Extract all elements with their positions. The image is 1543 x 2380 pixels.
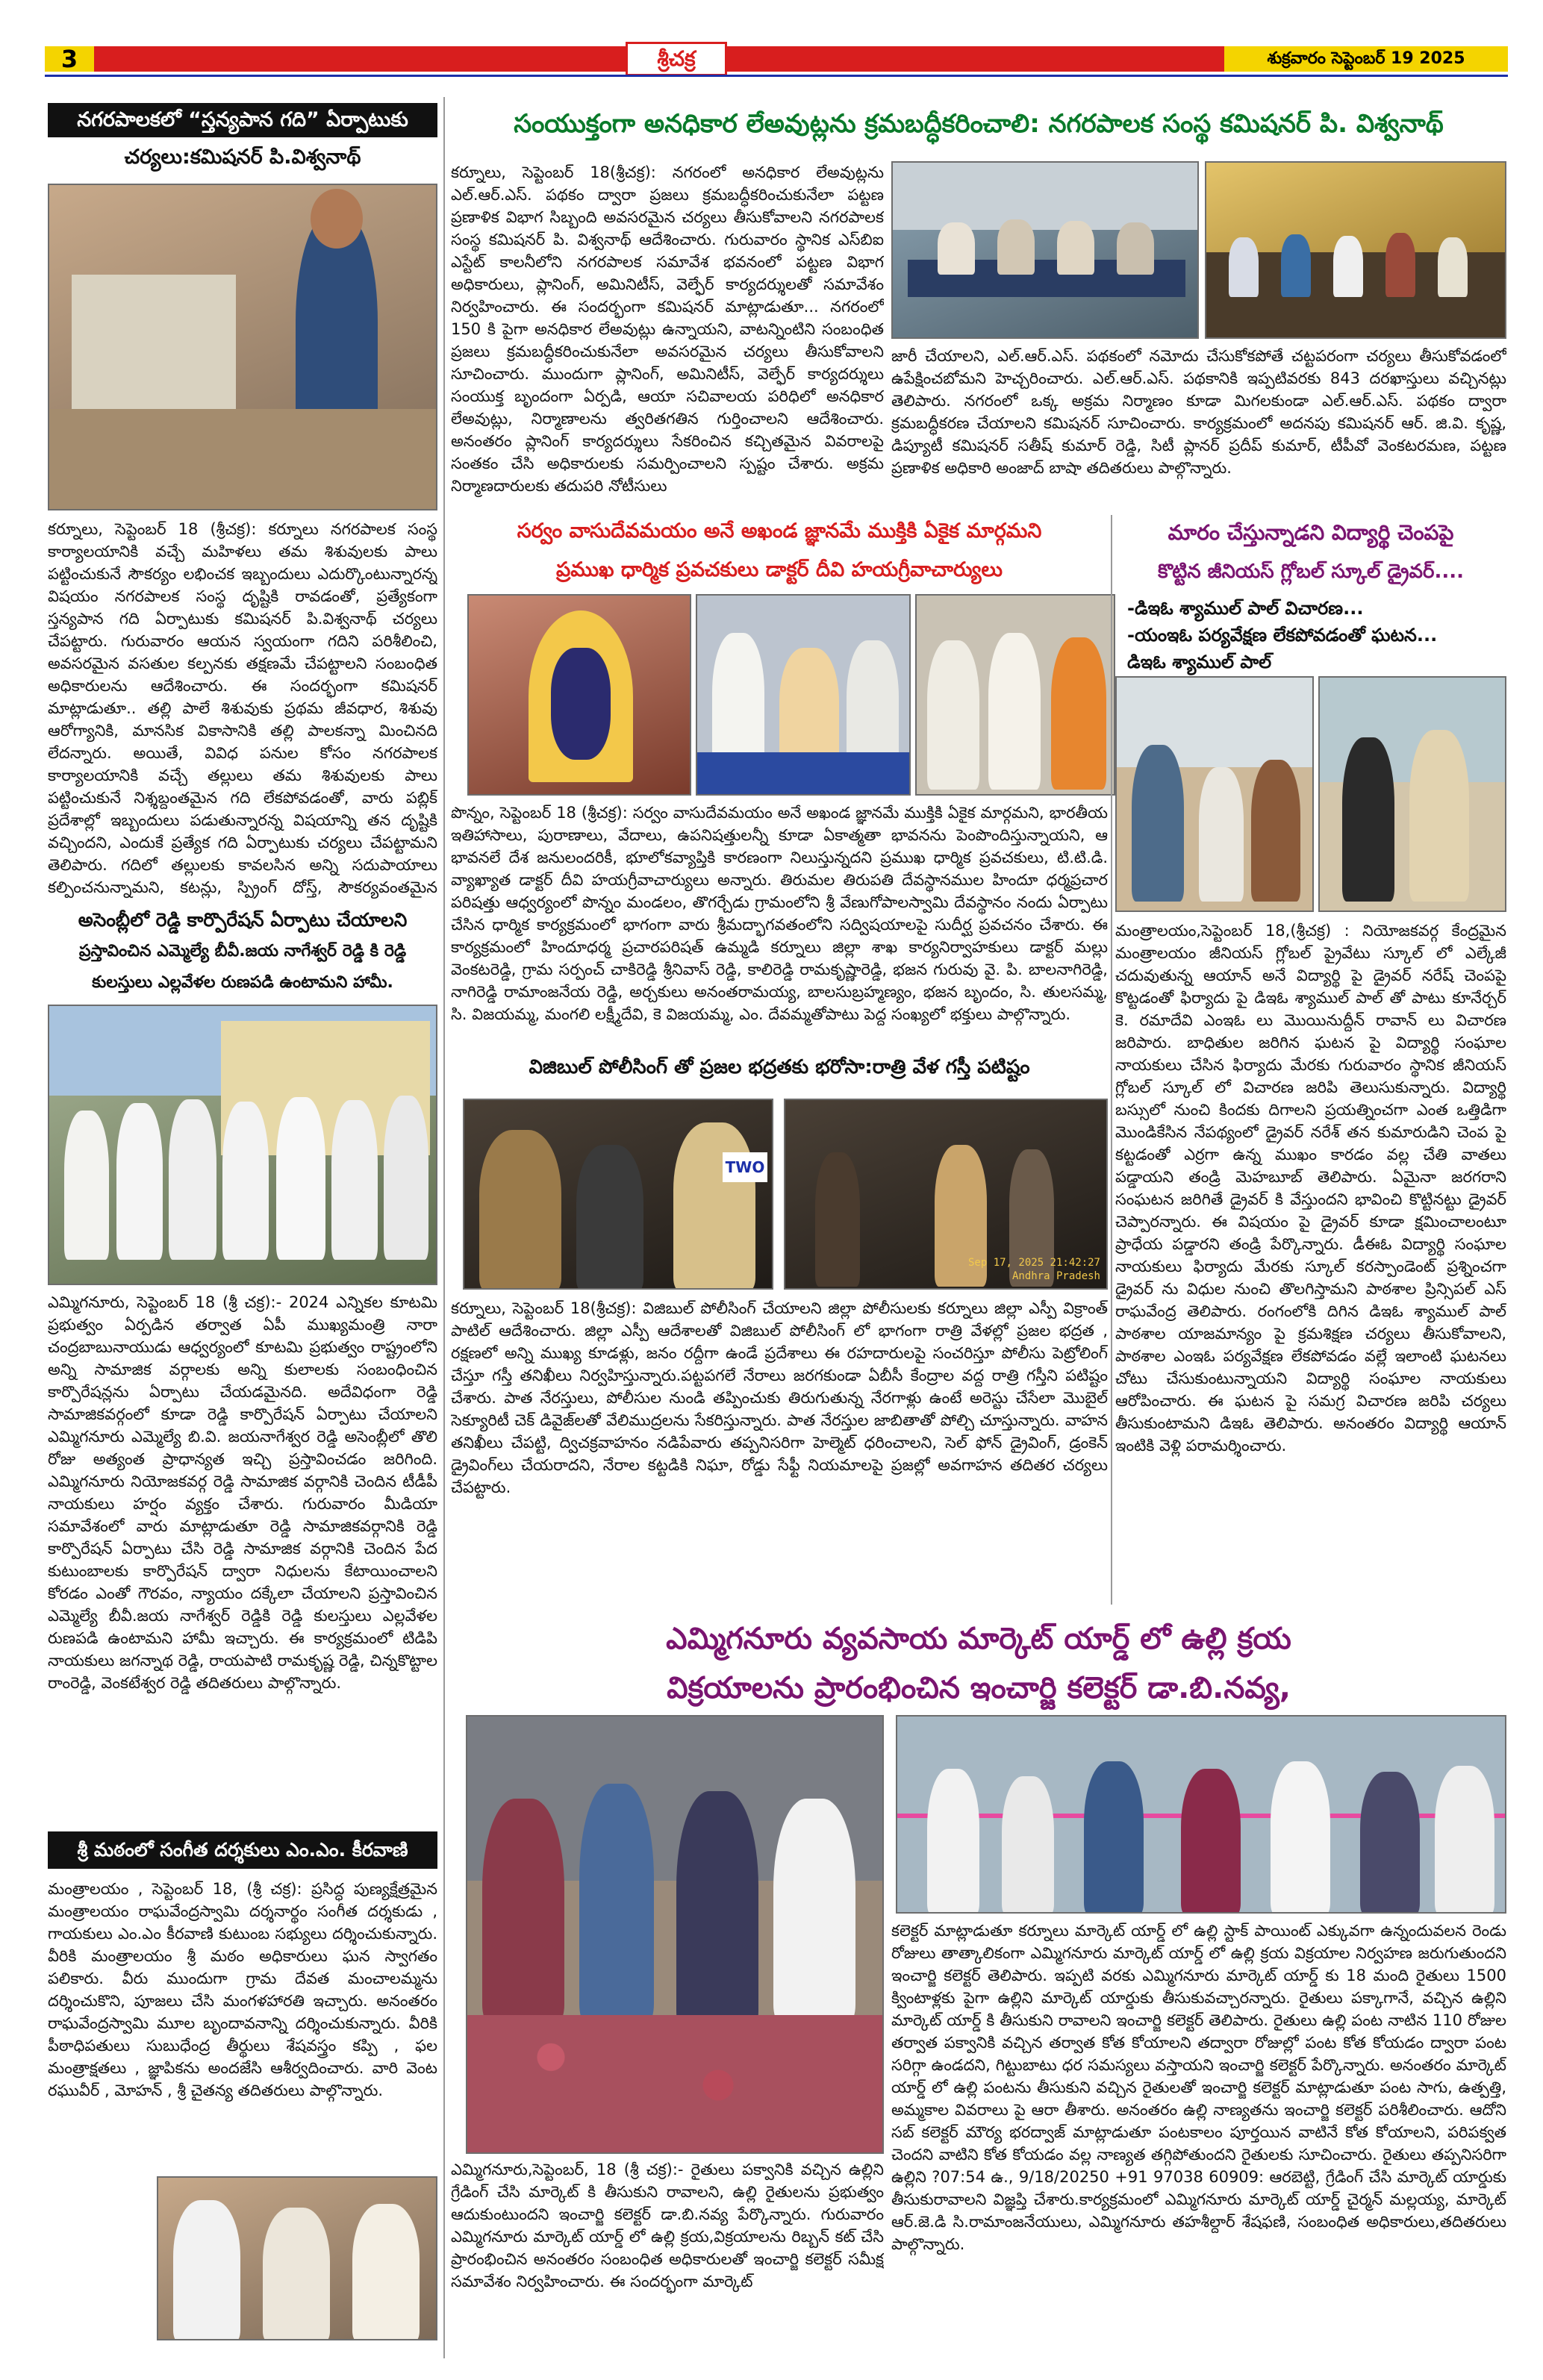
keeravani-headline: శ్రీ మఠంలో సంగీత దర్శకులు ఎం.ఎం. కీరవాణి bbox=[48, 1831, 437, 1869]
lead-body-2: జారీ చేయాలని, ఎల్.ఆర్.ఎస్. పథకంలో నమోదు చేసుకోకపోతే చట్టపరంగా చర్యలు తీసుకోవడంలో ఉపేక్షించబోమని హెచ్చరించారు. ఎల్.ఆర్.ఎస్. పథకానికి ఇప్పటివరకు 843 దరఖాస్తులు వచ్చినట్లు తెలిపారు. నగరంలో ఒక్క అక్రమ నిర్మాణం కూడా మిగలకుండా ఎల్.ఆర్.ఎస్. పథకం ద్వారా క్రమబద్ధీకరణ చేయాలని కమిషనర్ సూచించారు. కార్యక్రమంలో అదనపు కమిషనర్ ఆర్. జి.వి. కృష్ణ, డిప్యూటీ కమిషనర్ సతీష్ కుమార్ రెడ్డి, సిటీ ప్లానర్ ప్రదీప్ కుమార్, టీపీవో వెంకటరమణ, పట్టణ ప్రణాళిక అధికారి అంజాద్ బాషా తదితరులు పాల్గొన్నారు. bbox=[891, 347, 1506, 477]
lead-headline: సంయుక్తంగా అనధికార లేఅవుట్లను క్రమబద్ధీకరించాలి: నగరపాలక సంస్థ కమిషనర్ పి. విశ్వనాథ్ bbox=[514, 109, 1444, 139]
keeravani-body: మంత్రాలయం , సెప్టెంబర్ 18, (శ్రీ చక్ర): ప్రసిద్ధ పుణ్యక్షేత్రమైన మంత్రాలయం రాఘవేంద్రస్వామి దర్శనార్థం సంగీత దర్శకుడు , గాయకులు ఎం.ఎం కీరవాణి కుటుంబ సభ్యులు దర్శించుకున్నారు. వీరికి మంత్రాలయం శ్రీ మఠం అధికారులు ఘన స్వాగతం పలికారు. వీరు ముందుగా గ్రామ దేవత మంచాలమ్మను దర్శించుకొని, పూజలు చేసి మంగళహారతి ఇచ్చారు. అనంతరం రాఘవేంద్రస్వామి మూల బృందావనాన్ని దర్శించుకున్నారు. వీరికి పీఠాధిపతులు సుబుధేంద్ర తీర్థులు శేషవస్త్రం కప్పి , ఫల మంత్రాక్షతలు , జ్ఞాపికను అందజేసి ఆశీర్వదించారు. వారి వెంట రఘువీర్ , మోహన్ , శ్రీ చైతన్య తదితరులు పాల్గొన్నారు. bbox=[48, 1880, 437, 2099]
school-photo-2 bbox=[1318, 676, 1506, 912]
keeravani-photo bbox=[157, 2176, 437, 2340]
school-body: మంత్రాలయం,సెప్టెంబర్ 18,(శ్రీచక్ర) : నియోజకవర్గ కేంద్రమైన మంత్రాలయం జీనియస్ గ్లోబల్ ప్రైవేటు స్కూల్ లో ఎల్కేజీ చదువుతున్న ఆయాన్ అనే విద్యార్థి పై డ్రైవర్ నరేష్ చెంపపై కొట్టడంతో ఫిర్యాదు పై డిఇఓ శ్యాముల్ పాల్ తో పాటు కూనేర్చర్ కె. రమాదేవి ఎంఇఓ లు మొయినుద్దీన్ రావాన్ లు విచారణ జరిపారు. బాధితుల జరిగిన ఘటన పై విద్యార్థి సంఘాల నాయకులు చేసిన ఫిర్యాదు మేరకు గురువారం స్థానిక జీనియస్ గ్లోబల్ స్కూల్ లో విచారణ జరిపి తెలుసుకున్నారు. విద్యార్థి బస్సులో నుంచి కిందకు దిగాలని ప్రయత్నించగా ఎంత ఒత్తిడిగా మొండికేసిన నేపథ్యంలో డ్రైవర్ నరేశ్ తన కుమారుడిని చెంప పై కట్టడంతో ఎర్రగా ఉన్న ముఖం కారడం వల్ల చేతి వాతలు పడ్డాయని తండ్రి మెహబూబ్ తెలిపారు. ఏమైనా జరగరాని సంఘటన జరిగితే డ్రైవర్ కి వేస్తుందని భావించి కొట్టినట్టు డ్రైవర్ చెప్పారన్నారు. ఈ విషయం పై డ్రైవర్ కూడా క్షమించాలంటూ ప్రాధేయ పడ్డారని తండ్రి పేర్కొన్నారు. డీఈఓ విద్యార్థి సంఘాల నాయకులు ఫిర్యాదు మేరకు స్కూల్ కరస్పాండెంట్ ప్రశ్నించగా డ్రైవర్ ను విధుల నుంచి తొలగిస్తామని పాఠశాల ప్రిన్సిపల్ ఎస్ రాఘవేంద్ర తెలిపారు. రంగంలోకి దిగిన డిఇఓ శ్యాముల్ పాల్ పాఠశాల యాజమాన్యం పై క్రమశిక్షణ చర్యలు తీసుకోవాలని, పాఠశాల ఎంఇఓ పర్యవేక్షణ లేకపోవడం వల్లే ఇలాంటి ఘటనలు చోటు చేసుకుంటున్నాయని విద్యార్థి సంఘాల నాయకులు ఆరోపించారు. ఈ ఘటన పై సమగ్ర విచారణ జరిపి చర్యలు తీసుకుంటామని డిఇఓ తెలిపారు. అనంతరం విద్యార్థి ఆయాన్ ఇంటికి వెళ్లి పరామర్శించారు. bbox=[1115, 922, 1506, 1455]
gadi-headline-2: చర్యలు:కమిషనర్ పి.విశ్వనాథ్ bbox=[124, 146, 361, 169]
onion-headline-1: ఎమ్మిగనూరు వ్యవసాయ మార్కెట్ యార్డ్ లో ఉల్లి క్రయ bbox=[666, 1622, 1291, 1656]
issue-date: శుక్రవారం సెప్టెంబర్ 19 2025 bbox=[1224, 46, 1508, 72]
policing-photo-1 bbox=[463, 1099, 773, 1290]
sarvam-photo-speakers bbox=[696, 594, 911, 796]
policing-body: కర్నూలు, సెప్టెంబర్ 18(శ్రీచక్ర): విజిబుల్ పోలీసింగ్ చేయాలని జిల్లా పోలీసులకు కర్నూలు జిల్లా ఎస్పీ విక్రాంత్ పాటిల్ ఆదేశించారు. జిల్లా ఎస్పీ ఆదేశాలతో విజిబుల్ పోలీసింగ్ లో భాగంగా రాత్రి వేళల్లో ప్రజల భద్రత , రక్షణలో అన్ని ముఖ్య కూడళ్లు, జనం రద్దీగా ఉండే ప్రదేశాలు ఈ రహదారులపై సంచరిస్తూ పోలీసు పెట్రోలింగ్ చేస్తూ గస్తీ తనిఖీలు నిర్వహిస్తున్నారు.పట్టపగలే నేరాలు జరగకుండా ఏబీసీ కేంద్రాల వద్ద రాత్రి గస్తీని పటిష్టం చేశారు. పాత నేరస్తులు, పోలీసుల నుండి తప్పించుకు తిరుగుతున్న నేరగాళ్లు ఉంటే అరెస్టు చేసేలా మొబైల్ సెక్యూరిటీ చెక్ డివైజ్‌లతో వేలిముద్రలను సేకరిస్తున్నారు. పాత నేరస్తుల జాబితాతో పోల్చి చూస్తున్నారు. వాహన తనిఖీలు చేపట్టి, ద్విచక్రవాహనం నడిపేవారు తప్పనిసరిగా హెల్మెట్ ధరించాలని, సెల్ ఫోన్ డ్రైవింగ్, డ్రంకెన్ డ్రైవింగ్‌లు చేయరాదని, నేరాల కట్టడికి నిఘా, రోడ్డు సేఫ్టీ నియమాలపై ప్రజల్లో అవగాహన తదితర చర్యలు చేపట్టారు. bbox=[451, 1299, 1108, 1496]
sarvam-headline-2: ప్రముఖ ధార్మిక ప్రవచకులు డాక్టర్ దీవి హయగ్రీవాచార్యులు bbox=[556, 558, 1003, 581]
gadi-body: కర్నూలు, సెప్టెంబర్ 18 (శ్రీచక్ర): కర్నూలు నగరపాలక సంస్థ కార్యాలయానికి వచ్చే మహిళలు తమ శిశువులకు పాలు పట్టించుకునే సౌకర్యం లభించక ఇబ్బందులు ఎదుర్కొంటున్నారన్న విషయం నగరపాలక సంస్థ దృష్టికి రావడంతో, ప్రత్యేకంగా స్తన్యపాన గది ఏర్పాటుకు కమిషనర్ పి.విశ్వనాథ్ చర్యలు చేపట్టారు. గురువారం ఆయన స్వయంగా గదిని పరిశీలించి, అవసరమైన వసతుల కల్పనకు తక్షణమే చేపట్టాలని సంబంధిత అధికారులను ఆదేశించారు. ఈ సందర్భంగా కమిషనర్ మాట్లాడుతూ.. తల్లి పాలే శిశువుకు ప్రథమ జీవధార, శిశువు ఆరోగ్యానికి, మానసిక వికాసానికి తల్లి పాలకన్నా మించినది లేదన్నారు. అయితే, వివిధ పనుల కోసం నగరపాలక కార్యాలయానికి వచ్చే తల్లులు తమ శిశువులకు పాలు పట్టించుకునే నిశ్శబ్దంతమైన గది లేకపోవడంతో, వారు పబ్లిక్ ప్రదేశాల్లో ఇబ్బందులు పడుతున్నారన్న విషయాన్ని తన దృష్టికి వచ్చిందని, ఎందుకే ప్రత్యేక గది ఏర్పాటుకు చర్యలు చేపట్టామని తెలిపారు. గదిలో తల్లులకు కావలసిన అన్ని సదుపాయాలు కల్పించనున్నామని, కటన్లు, స్ప్రింగ్ దోస్త్, సౌకర్యవంతమైన bbox=[48, 520, 437, 896]
gadi-headline-1: నగరపాలకలో “స్తన్యపాన గది” ఏర్పాటుకు bbox=[48, 103, 437, 137]
reddy-headline-2: ప్రస్తావించిన ఎమ్మెల్యే బీవీ.జయ నాగేశ్వర్ రెడ్డి కి రెడ్డి bbox=[78, 942, 407, 961]
reddy-headline-1: అసెంబ్లీలో రెడ్డి కార్పొరేషన్ ఏర్పాటు చేయాలని bbox=[78, 909, 408, 931]
onion-photo-ribbon bbox=[896, 1715, 1506, 1914]
photo-location: Andhra Pradesh bbox=[1011, 1270, 1100, 1282]
onion-headline-2: విక్రయాలను ప్రారంభించిన ఇంచార్జి కలెక్టర్ డా.బి.నవ్య, bbox=[667, 1671, 1291, 1705]
gadi-photo bbox=[48, 184, 437, 510]
sarvam-body: పొన్నం, సెప్టెంబర్ 18 (శ్రీచక్ర): సర్వం వాసుదేవమయం అనే అఖండ జ్ఞానమే ముక్తికి ఏకైక మార్గమని, భారతీయ ఇతిహాసాలు, పురాణాలు, వేదాలు, ఉపనిషత్తులన్నీ కూడా ఏకాత్మతా భావనను పెంపొందిస్తున్నాయని, ఆ భావనలే దేశ జనులందరికీ, భూలోకవ్యాప్తికి కారణంగా నిలుస్తున్నదని ప్రముఖ ధార్మిక ప్రవచకులు, టి.టి.డి. వ్యాఖ్యాత డాక్టర్ దీవి హయగ్రీవాచార్యులు అన్నారు. తిరుమల తిరుపతి దేవస్థానముల హిందూ ధర్మప్రచార పరిషత్తు ఆధ్వర్యంలో పొన్నం మండలం, తొగర్చేడు గ్రామంలోని శ్రీ వేణుగోపాలస్వామి దేవస్థానం నందు ఏర్పాటు చేసిన ధార్మిక కార్యక్రమంలో భాగంగా వారు శ్రీమద్భాగవతంలోని సద్విషయాలపై సుదీర్ఘ ప్రవచనం చేశారు. ఈ కార్యక్రమంలో హిందూధర్మ ప్రచారపరిషత్ ఉమ్మడి కర్నూలు జిల్లా శాఖ కార్యనిర్వాహకులు డాక్టర్ మల్లు వెంకటరెడ్డి, గ్రామ సర్పంచ్ చాకిరెడ్డి శ్రీనివాస్ రెడ్డి, కాలిరెడ్డి రామకృష్ణారెడ్డి, భజన గురువు వై. పి. బాలనాగిరెడ్డి, నాగిరెడ్డి రామాంజనేయ రెడ్డి, అర్చకులు అనంతరామయ్య, బాలసుబ్రహ్మణ్యం, భజన బృందం, సి. తులసమ్మ, సి. విజయమ్మ, మంగలి లక్ష్మీదేవి, కె విజయమ్మ, ఎం. దేవమ్మతోపాటు పెద్ద సంఖ్యలో భక్తులు పాల్గొన్నారు. bbox=[451, 804, 1108, 1023]
onion-body-left: ఎమ్మిగనూరు,సెప్టెంబర్, 18 (శ్రీ చక్ర):- రైతులు పక్వానికి వచ్చిన ఉల్లిని గ్రేడింగ్ చేసి మార్కెట్ కి తీసుకుని రావాలని, ఉల్లి రైతులను ప్రభుత్వం ఆదుకుంటుందని ఇంచార్జి కలెక్టర్ డా.బి.నవ్య పేర్కొన్నారు. గురువారం ఎమ్మిగనూరు మార్కెట్ యార్డ్ లో ఉల్లి క్రయ,విక్రయాలను రిబ్బన్ కట్ చేసి ప్రారంభించిన అనంతరం సంబంధిత అధికారులతో ఇంచార్జి కలెక్టర్ సమీక్ష సమావేశం నిర్వహించారు. ఈ సందర్భంగా మార్కెట్ bbox=[451, 2161, 884, 2290]
policing-photo-2 bbox=[784, 1099, 1108, 1290]
lead-photo-2 bbox=[1205, 161, 1506, 339]
school-sub-3: డిఇఓ శ్యాముల్ పాల్ bbox=[1127, 652, 1272, 672]
sarvam-headline-1: సర్వం వాసుదేవమయం అనే అఖండ జ్ఞానమే ముక్తికి ఏకైక మార్గమని bbox=[517, 519, 1042, 543]
onion-photo-main bbox=[466, 1715, 884, 2154]
school-sub-1: -డిఇఓ శ్యాముల్ పాల్ విచారణ... bbox=[1127, 598, 1364, 619]
school-headline-1: మారం చేస్తున్నాడని విద్యార్థి చెంపపై bbox=[1168, 520, 1454, 545]
page-number: 3 bbox=[45, 46, 94, 72]
reddy-photo bbox=[48, 1005, 437, 1285]
masthead-rule bbox=[45, 75, 1508, 77]
school-sub-2: -యంఇఓ పర్యవేక్షణ లేకపోవడంతో ఘటన... bbox=[1127, 625, 1438, 646]
reddy-headline-3: కులస్తులు ఎల్లవేళల రుణపడి ఉంటామని హామీ. bbox=[92, 973, 393, 992]
lead-body-1: కర్నూలు, సెప్టెంబర్ 18(శ్రీచక్ర): నగరంలో అనధికార లేఅవుట్లను ఎల్.ఆర్.ఎస్. పథకం ద్వారా ప్రజలు క్రమబద్ధీకరించుకునేలా పట్టణ ప్రణాళిక విభాగ సిబ్బంది అవసరమైన చర్యలు తీసుకోవాలని నగరపాలక సంస్థ కమిషనర్ పి. విశ్వనాథ్ ఆదేశించారు. గురువారం స్థానిక ఎస్‌బిఐ ఎస్టేట్ కాలనీలోని నగరపాలక సమావేశ భవనంలో పట్టణ విభాగ అధికారులు, ప్లానింగ్, అమినిటీస్, వెల్ఫేర్ కార్యదర్శులతో సమావేశం నిర్వహించారు. ఈ సందర్భంగా కమిషనర్ మాట్లాడుతూ... నగరంలో 150 కి పైగా అనధికార లేఅవుట్లు ఉన్నాయని, వాటన్నింటిని సంబంధిత ప్రజలు క్రమబద్ధీకరించుకునేలా అవసరమైన చర్యలు తీసుకోవాలని సూచించారు. ముందుగా ప్లానింగ్, అమినిటీస్, వెల్ఫేర్ కార్యదర్శులు సంయుక్త బృందంగా ఏర్పడి, ఆయా సచివాలయ పరిధిలో అనధికార లేఅవుట్లు, నిర్మాణాలను త్వరితగతిన గుర్తించాలని ఆదేశించారు. అనంతరం ప్లానింగ్ కార్యదర్శులు సేకరించిన కచ్చితమైన వివరాలపై సంతకం చేసి అధికారులకు సమర్పించాలని స్పష్టం చేశారు. అక్రమ నిర్మాణదారులకు తదుపరి నోటీసులు bbox=[451, 163, 884, 495]
policing-headline: విజిబుల్ పోలీసింగ్ తో ప్రజల భద్రతకు భరోసా:రాత్రి వేళ గస్తీ పటిష్టం bbox=[529, 1056, 1030, 1078]
sarvam-photo-group bbox=[915, 594, 1115, 796]
school-photo-1 bbox=[1115, 676, 1314, 912]
school-headline-2: కొట్టిన జీనియస్ గ్లోబల్ స్కూల్ డ్రైవర్.... bbox=[1158, 560, 1464, 583]
column-rule-left bbox=[443, 97, 445, 2358]
sarvam-photo-deity bbox=[467, 594, 691, 796]
column-rule-right bbox=[1111, 515, 1112, 1605]
onion-body-right: కలెక్టర్ మాట్లాడుతూ కర్నూలు మార్కెట్ యార్డ్ లో ఉల్లి స్టాక్ పాయింట్ ఎక్కువగా ఉన్నందువలన రెండు రోజులు తాత్కాలికంగా ఎమ్మిగనూరు మార్కెట్ యార్డ్ లో ఉల్లి క్రయ విక్రయాల నిర్వహణ జరుగుతుందని ఇంచార్జి కలెక్టర్ తెలిపారు. ఇప్పటి వరకు ఎమ్మిగనూరు మార్కెట్ యార్డ్ కు 18 మంది రైతులు 1500 క్వింటాళ్లకు పైగా ఉల్లిని మార్కెట్ యార్డుకు తీసుకువచ్చారన్నారు. రైతులు పక్కాగానే, వచ్చిన ఉల్లిని మార్కెట్ యార్డ్ కి తీసుకుని రావాలని ఇంచార్జి కలెక్టర్ తెలిపారు. రైతులు ఉల్లి పంట నాటిన 110 రోజుల తర్వాత పక్వానికి వచ్చిన తర్వాత కోత కోయాలని తద్వారా రోజుల్లో పంట కోత కోయడం ద్వారా పంట సరిగ్గా ఉండదని, గిట్టుబాటు ధర సమస్యలు వస్తాయని ఇంచార్జి కలెక్టర్ పేర్కొన్నారు. అనంతరం మార్కెట్ యార్డ్ లో ఉల్లి పంటను తీసుకుని వచ్చిన రైతులతో ఇంచార్జి కలెక్టర్ మాట్లాడుతూ పంట సాగు, ఉత్పత్తి, అమ్మకాల వివరాలు పై ఆరా తీశారు. అనంతరం ఉల్లి నాణ్యతను ఇంచార్జి కలెక్టర్ పరిశీలించారు. ఆదోని సబ్ కలెక్టర్ మౌర్య భరద్వాజ్ మాట్లాడుతూ పంటకాలం పూర్తయిన వాటినే కోత కోయాలని, పరిపక్వత చెందని వాటిని కోత కోయడం వల్ల నాణ్యత తగ్గిపోతుందని రైతులకు సూచించారు. రైతులు తప్పనిసరిగా ఉల్లిని ?07:54 ఉ., 9/18/20250 +91 97038 60909: ఆరబెట్టి, గ్రేడింగ్ చేసి మార్కెట్ యార్డుకు తీసుకురావాలని విజ్ఞప్తి చేశారు.కార్యక్రమంలో ఎమ్మిగనూరు మార్కెట్ యార్డ్ చైర్మన్ మల్లయ్య, మార్కెట్ ఆర్.జె.డి సి.రామాంజనేయులు, ఎమ్మిగనూరు తహశీల్దార్ శేషఫణి, సంబంధిత అధికారులు,తదితరులు పాల్గొన్నారు. bbox=[891, 1922, 1506, 2253]
reddy-body: ఎమ్మిగనూరు, సెప్టెంబర్ 18 (శ్రీ చక్ర):- 2024 ఎన్నికల కూటమి ప్రభుత్వం ఏర్పడిన తర్వాత ఏపీ ముఖ్యమంత్రి నారా చంద్రబాబునాయుడు ఆధ్వర్యంలో కూటమి ప్రభుత్వం రాష్ట్రంలోని అన్ని సామాజిక వర్గాలకు అన్ని కులాలకు సంబంధించిన కార్పొరేషన్లను ఏర్పాటు చేయడమైనది. అదేవిధంగా రెడ్డి సామాజికవర్గంలో కూడా రెడ్డి కార్పొరేషన్ ఏర్పాటు చేయాలని ఎమ్మిగనూరు ఎమ్మెల్యే బి.వి. జయనాగేశ్వర రెడ్డి అసెంబ్లీలో తొలి రోజు అత్యంత ప్రాధాన్యత ఇచ్చి ప్రస్తావించడం జరిగింది. ఎమ్మిగనూరు నియోజకవర్గ రెడ్డి సామాజిక వర్గానికి చెందిన టీడీపీ నాయకులు హర్షం వ్యక్తం చేశారు. గురువారం మీడియా సమావేశంలో వారు మాట్లాడుతూ రెడ్డి సామాజికవర్గానికి రెడ్డి కార్పొరేషన్ ఏర్పాటు చేసి రెడ్డి సామాజిక వర్గానికి చెందిన పేద కుటుంబాలకు కార్పొరేషన్ ద్వారా నిధులను కేటాయించాలని కోరడం ఎంతో గౌరవం, న్యాయం దక్కేలా చేయాలని ప్రస్తావించిన ఎమ్మెల్యే బీవీ.జయ నాగేశ్వర్ రెడ్డికి రెడ్డి కులస్తులు ఎల్లవేళల రుణపడి ఉంటామని హామీ ఇచ్చారు. ఈ కార్యక్రమంలో టిడిపి నాయకులు జగన్నాథ రెడ్డి, రాయపాటి రామకృష్ణ రెడ్డి, చిన్నకొట్టాల రాంరెడ్డి, వెంకటేశ్వర రెడ్డి తదితరులు పాల్గొన్నారు. bbox=[48, 1293, 437, 1692]
brand-logo: శ్రీచక్ర bbox=[626, 42, 727, 76]
photo-timestamp: Sep 17, 2025 21:42:27 bbox=[967, 1257, 1100, 1269]
lead-photo-1 bbox=[891, 161, 1199, 339]
police-sign: TWO bbox=[723, 1152, 767, 1182]
